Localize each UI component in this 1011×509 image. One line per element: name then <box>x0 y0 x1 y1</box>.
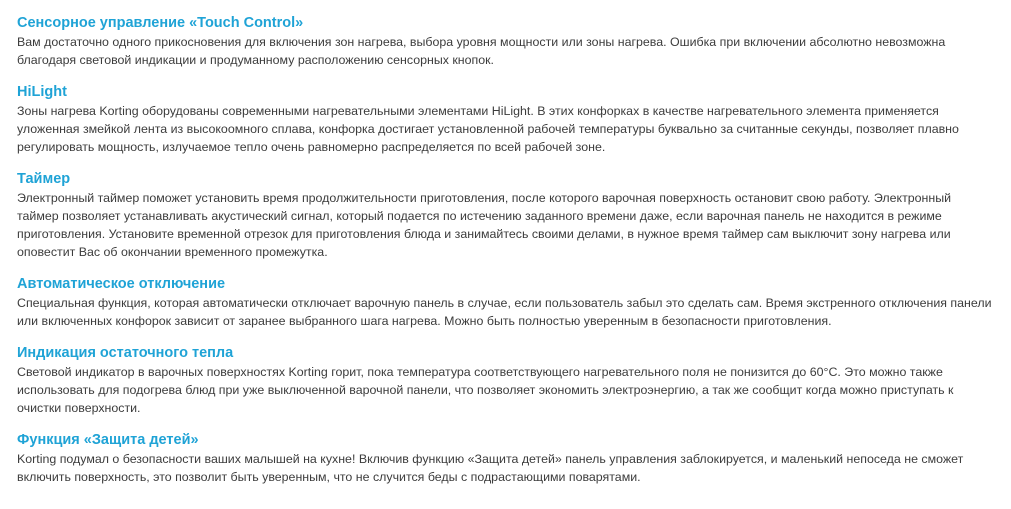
feature-child-lock <box>17 429 993 486</box>
feature-heading: HiLight <box>17 84 67 100</box>
feature-description: Зоны нагрева Korting оборудованы современными нагревательными элементами HiLight. В этих конфорках в качестве нагревательного элемента применяется уложенная змейкой лента из высокоомного сплава, конфорка достигает установленной рабочей температуры буквально за считанные секунды, позволяет плавно регулировать мощность, излучаемое тепло очень равномерно распределяется по всей рабочей зоне. <box>17 104 959 154</box>
feature-touch-control <box>17 12 993 69</box>
feature-timer <box>17 168 993 261</box>
feature-description: Korting подумал о безопасности ваших малышей на кухне! Включив функцию «Защита детей» панель управления заблокируется, и маленький непоседа не сможет включить поверхность, это позволит быть уверенным, что не случится беды с подрастающими поварятами. <box>17 452 964 484</box>
feature-description: Специальная функция, которая автоматически отключает варочную панель в случае, если пользователь забыл это сделать сам. Время экстренного отключения панели или включенных конфорок зависит от заранее выбранного шага нагрева. Можно быть полностью уверенным в безопасности приготовления. <box>17 296 992 328</box>
feature-heading: Индикация остаточного тепла <box>17 345 234 361</box>
feature-heading: Таймер <box>17 171 71 187</box>
feature-heading: Функция «Защита детей» <box>17 432 199 448</box>
feature-residual-heat <box>17 342 993 417</box>
feature-description: Электронный таймер поможет установить время продолжительности приготовления, после которого варочная поверхность остановит свою работу. Электронный таймер позволяет устанавливать акустический сигнал, который подается по истечению заданного времени даже, если варочная панель не находится в режиме приготовления. Установите временной отрезок для приготовления блюда и занимайтесь своими делами, в нужное время таймер сам выключит зону нагрева или оповестит Вас об окончании временного промежутка. <box>17 191 952 259</box>
feature-description: Вам достаточно одного прикосновения для включения зон нагрева, выбора уровня мощности или зоны нагрева. Ошибка при включении абсолютно невозможна благодаря световой индикации и продуманному расположению сенсорных кнопок. <box>17 35 946 67</box>
feature-auto-shutoff <box>17 273 993 330</box>
feature-hilight <box>17 81 993 156</box>
feature-heading: Автоматическое отключение <box>17 276 226 292</box>
feature-heading: Сенсорное управление «Touch Control» <box>17 15 304 31</box>
feature-description: Световой индикатор в варочных поверхностях Korting горит, пока температура соответствующего нагревательного поля не понизится до 60°C. Это можно также использовать для подогрева блюд при уже выключенной варочной панели, что позволяет экономить электроэнергию, а так же сообщит когда можно приступать к очистки поверхности. <box>17 365 954 415</box>
